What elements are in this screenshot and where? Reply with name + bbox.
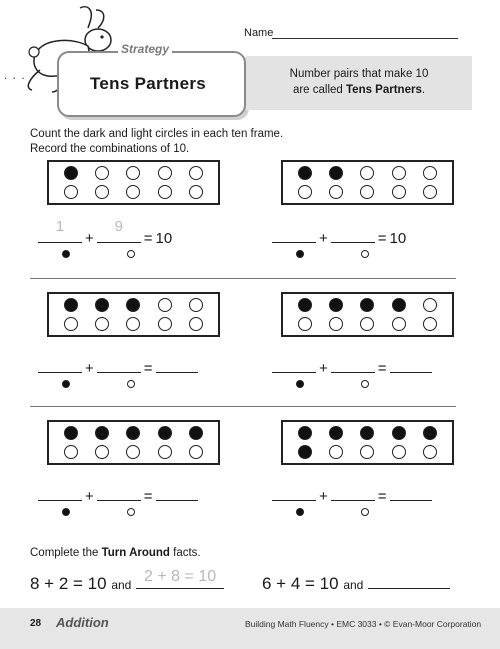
dark-count-blank[interactable] <box>38 358 82 373</box>
light-circle <box>360 185 374 199</box>
equation <box>272 486 432 505</box>
equation <box>38 218 173 247</box>
dark-circle-key <box>62 380 70 388</box>
equation <box>272 228 406 247</box>
light-circle <box>392 445 406 459</box>
name-field[interactable] <box>272 38 458 39</box>
light-circle <box>423 445 437 459</box>
light-count-blank[interactable] <box>97 358 141 373</box>
traced-number: 1 <box>55 218 65 235</box>
turn-around-fact-2: 6 + 4 = 10 and <box>262 572 450 594</box>
light-circle <box>95 185 109 199</box>
dark-circle <box>126 426 140 440</box>
dark-circle <box>64 426 78 440</box>
light-count-blank[interactable] <box>331 486 375 501</box>
light-count-blank[interactable] <box>331 358 375 373</box>
light-circle-key <box>127 250 135 258</box>
light-circle <box>189 298 203 312</box>
dark-circle <box>329 298 343 312</box>
dark-count-blank[interactable] <box>272 358 316 373</box>
dark-count-blank[interactable] <box>38 218 82 243</box>
result-value: 10 <box>389 230 407 247</box>
dark-circle-key <box>296 508 304 516</box>
light-circle <box>158 445 172 459</box>
dark-circle <box>126 298 140 312</box>
light-circle <box>423 185 437 199</box>
light-circle-key <box>127 380 135 388</box>
light-circle <box>189 317 203 331</box>
light-circle <box>158 317 172 331</box>
dark-circle <box>298 298 312 312</box>
dark-circle <box>95 426 109 440</box>
equals-sign: = <box>377 360 387 377</box>
decorative-dots: . . . . <box>4 68 35 82</box>
page-title: Tens Partners <box>90 74 207 93</box>
light-circle <box>158 298 172 312</box>
dark-circle <box>95 298 109 312</box>
dark-circle <box>392 298 406 312</box>
dark-count-blank[interactable] <box>38 486 82 501</box>
ten-frame <box>281 420 454 465</box>
equals-sign: = <box>377 230 387 247</box>
sum-blank[interactable] <box>156 358 198 373</box>
sum-blank[interactable] <box>390 486 432 501</box>
dark-circle <box>64 166 78 180</box>
dark-circle <box>298 166 312 180</box>
turn-around-fact-1: 8 + 2 = 10 and 2 + 8 = 10 <box>30 572 224 594</box>
light-circle <box>95 166 109 180</box>
light-circle <box>95 317 109 331</box>
light-circle <box>189 185 203 199</box>
turn-around-directions: Complete the Turn Around facts. <box>30 547 201 559</box>
dark-circle <box>158 426 172 440</box>
equals-sign: = <box>143 230 153 247</box>
plus-sign: + <box>319 230 328 247</box>
dark-circle <box>360 426 374 440</box>
turn-around-answer-2[interactable] <box>368 572 450 589</box>
dark-circle-key <box>62 250 70 258</box>
ten-frame <box>47 292 220 337</box>
light-circle <box>298 317 312 331</box>
light-count-blank[interactable] <box>331 228 375 243</box>
dark-circle <box>329 426 343 440</box>
light-circle <box>95 445 109 459</box>
equation <box>272 358 432 377</box>
light-circle <box>329 185 343 199</box>
dark-circle <box>423 426 437 440</box>
row-divider <box>30 278 456 279</box>
light-circle <box>189 445 203 459</box>
dark-circle-key <box>62 508 70 516</box>
dark-circle <box>392 426 406 440</box>
equals-sign: = <box>143 488 153 505</box>
light-circle <box>298 185 312 199</box>
footer-credit: Building Math Fluency • EMC 3033 • © Evan-Moor Corporation <box>245 619 482 629</box>
light-circle <box>392 185 406 199</box>
dark-circle <box>64 298 78 312</box>
light-count-blank[interactable] <box>97 486 141 501</box>
plus-sign: + <box>85 360 94 377</box>
section-name: Addition <box>56 615 109 630</box>
light-circle <box>64 445 78 459</box>
dark-circle <box>189 426 203 440</box>
plus-sign: + <box>319 360 328 377</box>
light-circle <box>329 445 343 459</box>
equals-sign: = <box>377 488 387 505</box>
light-circle <box>392 166 406 180</box>
light-circle <box>126 166 140 180</box>
light-circle <box>423 317 437 331</box>
light-circle <box>64 317 78 331</box>
dark-count-blank[interactable] <box>272 486 316 501</box>
page-number: 28 <box>30 618 42 629</box>
light-circle <box>126 445 140 459</box>
dark-circle-key <box>296 380 304 388</box>
definition-text: Number pairs that make 10 are called Tens Partners. <box>289 68 429 96</box>
result-value: 10 <box>155 230 173 247</box>
dark-circle <box>298 445 312 459</box>
sum-blank[interactable] <box>390 358 432 373</box>
dark-circle <box>360 298 374 312</box>
light-circle <box>360 317 374 331</box>
light-circle-key <box>127 508 135 516</box>
dark-circle <box>329 166 343 180</box>
light-circle <box>126 185 140 199</box>
strategy-tag: Strategy <box>118 42 172 56</box>
ten-frame <box>47 160 220 205</box>
light-circle <box>126 317 140 331</box>
dark-count-blank[interactable] <box>272 228 316 243</box>
light-circle <box>158 185 172 199</box>
turn-around-answer-1[interactable]: 2 + 8 = 10 <box>136 572 224 589</box>
equals-sign: = <box>143 360 153 377</box>
ten-frame <box>281 160 454 205</box>
plus-sign: + <box>319 488 328 505</box>
name-label: Name <box>244 27 274 39</box>
ten-frame <box>281 292 454 337</box>
light-count-blank[interactable] <box>97 218 141 243</box>
light-circle <box>423 166 437 180</box>
traced-number: 9 <box>114 218 123 235</box>
light-circle <box>189 166 203 180</box>
directions: Count the dark and light circles in each ten frame. Record the combinations of 10. <box>30 128 284 155</box>
plus-sign: + <box>85 230 94 247</box>
light-circle <box>392 317 406 331</box>
equation <box>38 486 198 505</box>
light-circle-key <box>361 508 369 516</box>
dark-circle <box>298 426 312 440</box>
light-circle-key <box>361 250 369 258</box>
equation <box>38 358 198 377</box>
light-circle <box>329 317 343 331</box>
light-circle <box>360 445 374 459</box>
dark-circle-key <box>296 250 304 258</box>
ten-frame <box>47 420 220 465</box>
light-circle <box>423 298 437 312</box>
light-circle <box>360 166 374 180</box>
light-circle <box>64 185 78 199</box>
row-divider <box>30 406 456 407</box>
light-circle-key <box>361 380 369 388</box>
sum-blank[interactable] <box>156 486 198 501</box>
light-circle <box>158 166 172 180</box>
plus-sign: + <box>85 488 94 505</box>
